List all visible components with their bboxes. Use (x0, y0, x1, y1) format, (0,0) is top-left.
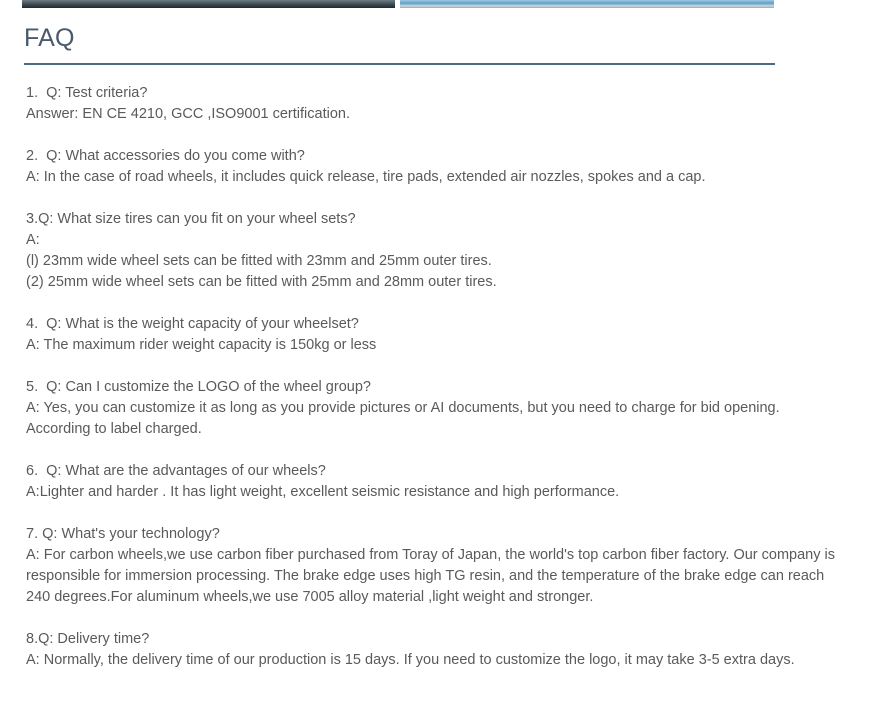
faq-answer: A: Normally, the delivery time of our production is 15 days. If you need to customize the logo, it may take 3-5 extra days. (26, 652, 795, 668)
product-image-strip (0, 0, 871, 10)
faq-answer: Answer: EN CE 4210, GCC ,ISO9001 certification. (26, 106, 350, 122)
faq-answer: A: Yes, you can customize it as long as you provide pictures or AI documents, but you need to charge for bid opening. According to label charged. (26, 400, 783, 437)
faq-item (26, 629, 847, 671)
faq-answer: A: In the case of road wheels, it includes quick release, tire pads, extended air nozzles, spokes and a cap. (26, 169, 706, 185)
faq-answer: A: The maximum rider weight capacity is 150kg or less (26, 337, 377, 353)
faq-answer: A: (26, 232, 40, 248)
faq-question: 4. Q: What is the weight capacity of your wheelset? (26, 316, 359, 332)
product-photo-right (400, 0, 774, 8)
faq-answer: A:Lighter and harder . It has light weight, excellent seismic resistance and high performance. (26, 484, 620, 500)
faq-question: 6. Q: What are the advantages of our wheels? (26, 463, 326, 479)
faq-question: 2. Q: What accessories do you come with? (26, 148, 305, 164)
faq-question: 8.Q: Delivery time? (26, 631, 150, 647)
faq-question: 7. Q: What's your technology? (26, 526, 220, 542)
faq-question: 3.Q: What size tires can you fit on your wheel sets? (26, 211, 356, 227)
product-photo-left (22, 0, 395, 8)
faq-item (26, 314, 847, 356)
faq-answer-detail: (2) 25mm wide wheel sets can be fitted with 25mm and 28mm outer tires. (26, 274, 497, 290)
faq-item (26, 524, 847, 608)
faq-answer: A: For carbon wheels,we use carbon fiber purchased from Toray of Japan, the world's top carbon fiber factory. Our company is responsible for immersion processing. The brake edge uses high TG resin, and the temperature of the brake edge can reach 240 degrees.For aluminum wheels,we use 7005 alloy material ,light weight and stronger. (26, 547, 840, 605)
faq-item (26, 146, 847, 188)
faq-item (26, 209, 847, 293)
faq-item (26, 377, 847, 440)
faq-list (0, 65, 871, 671)
faq-content (0, 10, 871, 671)
faq-item (26, 461, 847, 503)
faq-answer-detail: (l) 23mm wide wheel sets can be fitted with 23mm and 25mm outer tires. (26, 253, 492, 269)
faq-question: 5. Q: Can I customize the LOGO of the wheel group? (26, 379, 371, 395)
page-title: FAQ (24, 24, 75, 52)
faq-question: 1. Q: Test criteria? (26, 85, 148, 101)
faq-item (26, 83, 847, 125)
